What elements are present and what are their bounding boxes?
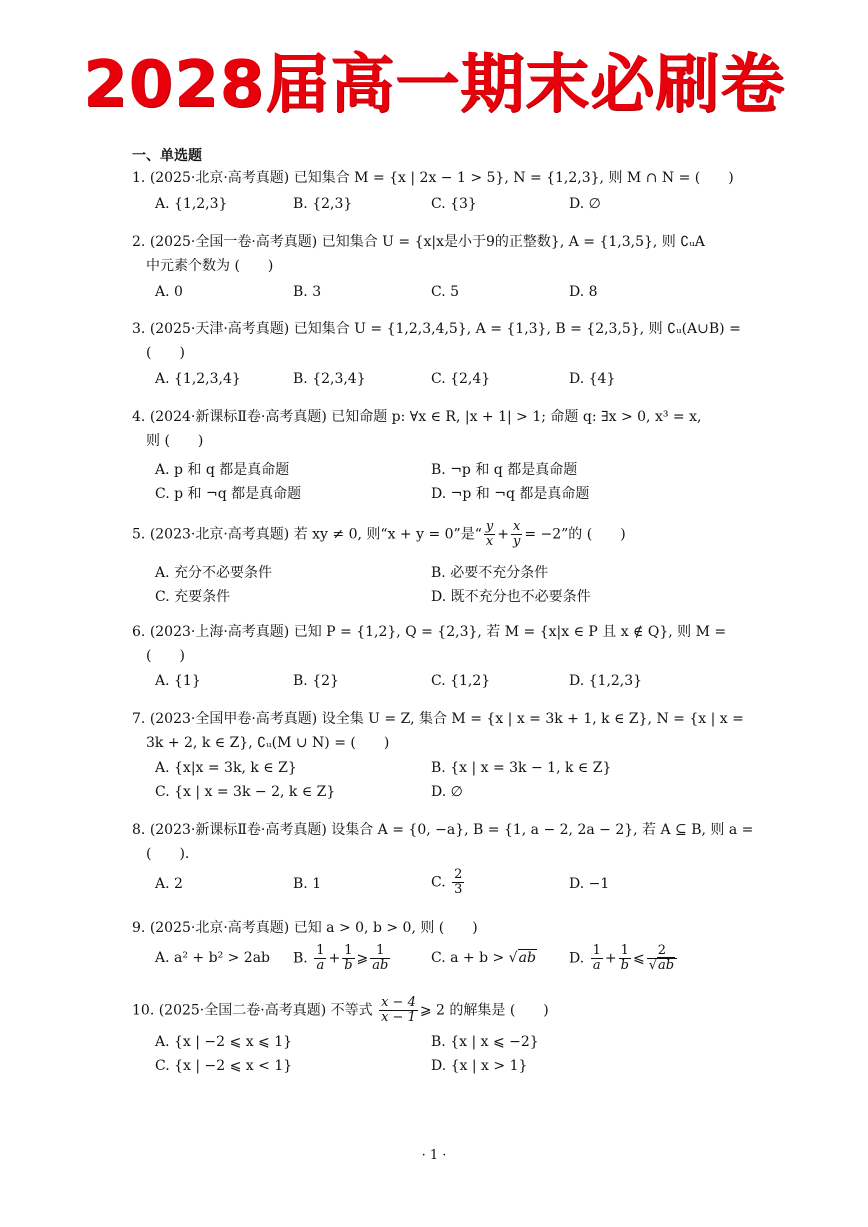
question-8-text-cont: ( ). bbox=[146, 846, 190, 862]
option-b: B. ¬p 和 q 都是真命题 bbox=[431, 462, 578, 478]
option-c: C. {1,2} bbox=[431, 673, 491, 689]
option-b: B. {2,3,4} bbox=[293, 371, 366, 387]
option-d: D. ∅ bbox=[431, 784, 463, 800]
question-7-text: 7. (2023·全国甲卷·高考真题) 设全集 U = Z, 集合 M = {x | x = 3k + 1, k ∈ Z}, N = {x | x = bbox=[132, 711, 744, 727]
option-c: C. a + b > √ab bbox=[431, 950, 536, 966]
question-2 bbox=[132, 230, 742, 278]
question-3-text-cont: ( ) bbox=[146, 345, 185, 361]
option-c: C. {x | x = 3k − 2, k ∈ Z} bbox=[155, 784, 336, 800]
option-c: C. p 和 ¬q 都是真命题 bbox=[155, 486, 302, 502]
question-6-text-cont: ( ) bbox=[146, 648, 185, 664]
question-6 bbox=[132, 620, 742, 668]
option-d: D. ∅ bbox=[569, 196, 601, 212]
option-c: C. {2,4} bbox=[431, 371, 491, 387]
option-b: B. {x | x ⩽ −2} bbox=[431, 1034, 539, 1050]
question-5-text: 5. (2023·北京·高考真题) 若 xy ≠ 0, 则“x + y = 0”是“ $\frac{y}{x}$ + $\frac{x}{y}$ = −2”的 ( ) bbox=[132, 519, 626, 549]
option-a: A. {1} bbox=[155, 673, 201, 689]
question-7-text-cont: 3k + 2, k ∈ Z}, ∁ᵤ(M ∪ N) = ( ) bbox=[146, 735, 390, 751]
fraction-two-thirds: $\frac{2}{3}$ bbox=[454, 867, 463, 897]
option-b: B. 必要不充分条件 bbox=[431, 565, 549, 581]
option-b: B. {2} bbox=[293, 673, 339, 689]
option-d: D. $\frac{1}{a}$ + $\frac{1}{b}$ ⩽ $\frac{2}{√ab}$ bbox=[569, 944, 679, 973]
question-2-text-cont: 中元素个数为 ( ) bbox=[146, 258, 274, 274]
option-a: A. 2 bbox=[155, 876, 183, 892]
option-c: C. 5 bbox=[431, 284, 460, 300]
question-5 bbox=[132, 520, 742, 549]
banner bbox=[0, 40, 868, 130]
option-d: D. {4} bbox=[569, 371, 616, 387]
question-1-text: 1. (2025·北京·高考真题) 已知集合 M = {x | 2x − 1 > 5}, N = {1,2,3}, 则 M ∩ N = ( ) bbox=[132, 170, 734, 186]
option-b: B. {x | x = 3k − 1, k ∈ Z} bbox=[431, 760, 612, 776]
option-d: D. −1 bbox=[569, 876, 610, 892]
option-b: B. $\frac{1}{a}$ + $\frac{1}{b}$ ⩾ $\frac{1}{ab}$ bbox=[293, 943, 389, 973]
option-d: D. {1,2,3} bbox=[569, 673, 643, 689]
option-d: D. 既不充分也不必要条件 bbox=[431, 589, 591, 605]
option-d: D. ¬p 和 ¬q 都是真命题 bbox=[431, 486, 590, 502]
question-8-text: 8. (2023·新课标Ⅱ卷·高考真题) 设集合 A = {0, −a}, B = {1, a − 2, 2a − 2}, 若 A ⊆ B, 则 a = bbox=[132, 822, 754, 838]
fraction-x-over-y: $\frac{x}{y}$ bbox=[512, 519, 521, 549]
question-10-text: 10. (2025·全国二卷·高考真题) 不等式 $\frac{x - 4}{x - 1}$ ⩾ 2 的解集是 ( ) bbox=[132, 995, 549, 1025]
question-4 bbox=[132, 405, 742, 453]
option-d: D. 8 bbox=[569, 284, 598, 300]
option-a: A. {x|x = 3k, k ∈ Z} bbox=[155, 760, 297, 776]
question-9 bbox=[132, 916, 742, 940]
question-7 bbox=[132, 707, 742, 755]
question-9-text: 9. (2025·北京·高考真题) 已知 a > 0, b > 0, 则 ( ) bbox=[132, 920, 478, 936]
option-a: A. {x | −2 ⩽ x ⩽ 1} bbox=[155, 1034, 293, 1050]
banner-title: 2028届高一期末必刷卷 bbox=[82, 48, 786, 122]
question-10 bbox=[132, 996, 742, 1025]
option-c: C. $\frac{2}{3}$ bbox=[431, 867, 463, 897]
question-3 bbox=[132, 317, 742, 365]
page-number: · 1 · bbox=[421, 1148, 447, 1163]
question-4-text: 4. (2024·新课标Ⅱ卷·高考真题) 已知命题 p: ∀x ∈ R, |x + 1| > 1; 命题 q: ∃x > 0, x³ = x, bbox=[132, 409, 702, 425]
question-1 bbox=[132, 166, 742, 190]
option-a: A. {1,2,3,4} bbox=[155, 371, 241, 387]
option-c: C. {x | −2 ⩽ x < 1} bbox=[155, 1058, 293, 1074]
option-d: D. {x | x > 1} bbox=[431, 1058, 528, 1074]
option-c: C. {3} bbox=[431, 196, 477, 212]
option-a: A. 充分不必要条件 bbox=[155, 565, 273, 581]
fraction-y-over-x: $\frac{y}{x}$ bbox=[485, 519, 494, 549]
option-b: B. 1 bbox=[293, 876, 322, 892]
option-b: B. 3 bbox=[293, 284, 322, 300]
question-6-text: 6. (2023·上海·高考真题) 已知 P = {1,2}, Q = {2,3}, 若 M = {x|x ∈ P 且 x ∉ Q}, 则 M = bbox=[132, 624, 727, 640]
question-4-text-cont: 则 ( ) bbox=[146, 433, 204, 449]
fraction-inequality: $\frac{x - 4}{x - 1}$ bbox=[381, 995, 416, 1025]
question-8 bbox=[132, 818, 754, 866]
option-a: A. p 和 q 都是真命题 bbox=[155, 462, 290, 478]
option-b: B. {2,3} bbox=[293, 196, 353, 212]
section-title: 一、单选题 bbox=[132, 148, 202, 164]
option-a: A. a² + b² > 2ab bbox=[155, 950, 271, 966]
option-a: A. 0 bbox=[155, 284, 183, 300]
question-3-text: 3. (2025·天津·高考真题) 已知集合 U = {1,2,3,4,5}, A = {1,3}, B = {2,3,5}, 则 ∁ᵤ(A∪B) = bbox=[132, 321, 741, 337]
option-a: A. {1,2,3} bbox=[155, 196, 228, 212]
option-c: C. 充要条件 bbox=[155, 589, 231, 605]
question-2-text: 2. (2025·全国一卷·高考真题) 已知集合 U = {x|x是小于9的正整数}, A = {1,3,5}, 则 ∁ᵤA bbox=[132, 234, 705, 250]
